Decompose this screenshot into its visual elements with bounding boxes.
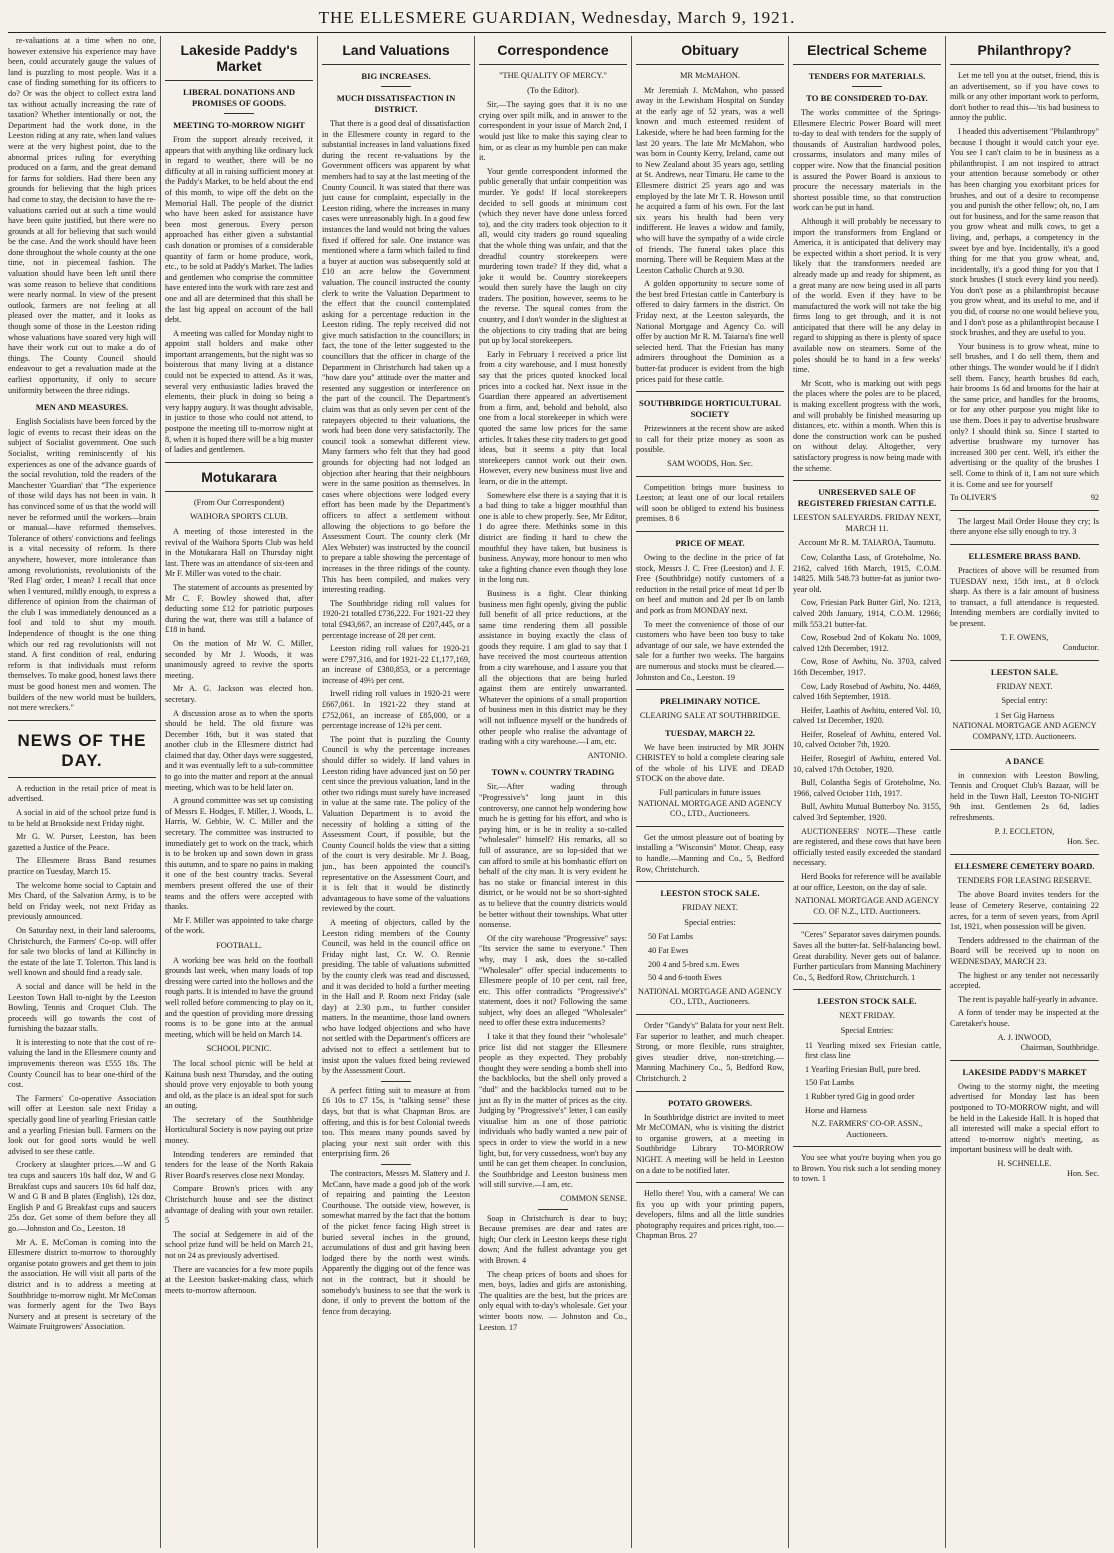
picnic-heading: SCHOOL PICNIC. [206, 1044, 272, 1054]
divider [950, 510, 1099, 511]
paragraph: Early in February I received a price list from a city warehouse, and I must honestly say that the prices quoted knocked local prices into a cocked hat. Next issue in the Guardian there appeared an advertisement from a firm, and, behold and behold, also one from a local storekeeper in which were quoted the same low prices for the same articles. It takes these city traders to get good ideas, but it seems a pity that local storekeepers cannot work out their own. However, every new business must live and learn, or die in the attempt. [479, 349, 628, 486]
col1-lead [8, 36, 156, 396]
column-4 [475, 36, 632, 1548]
to-editor: (To the Editor). [527, 85, 579, 95]
letter-2-text [479, 782, 627, 1191]
football-heading: FOOTBALL. [216, 940, 262, 950]
cemetery-text [950, 890, 1099, 1029]
paddys-notice-signature: H. SCHNELLE. [997, 1158, 1052, 1168]
paragraph: A meeting of those interested in the revival of the Waihora Sports Club was held in the Motukarara Hall on Thursday night last. There was an attendance of six-teen and Mr F. Miller was voted to the chair. [165, 527, 313, 579]
paragraph: Heifer, Laathis of Awhitu, entered Vol. 10, calved 1st December, 1920. [793, 705, 941, 726]
column-3 [318, 36, 475, 1548]
cemetery-sig-title: Chairman, Southbridge. [1020, 1043, 1099, 1053]
column-1 [4, 36, 161, 1548]
obituary-title: Obituary [681, 42, 739, 58]
paragraph: The Farmers' Co-operative Association will offer at Leeston sale next Friday a specially good line of yearling Friesian cattle and a yearling Friesian bull. Farmers on the look out for good sorts would be well advised to see these cattle. [8, 1093, 156, 1156]
brass-band-heading: ELLESMERE BRASS BAND. [968, 550, 1081, 561]
short-divider [224, 113, 254, 114]
friesian-auctioneers: NATIONAL MORTGAGE AND AGENCY CO. OF N.Z., LTD. Auctioneers. [794, 896, 940, 916]
paragraph: To meet the convenience of those of our customers who have been too busy to take advantage of our sale, we have extended the sale for a further two weeks. The bargains are numerous and stocks must be cleared.—Johnston and Co., Leeston. 19 [636, 619, 784, 682]
balata-ad: Order "Gandy's" Balata for your next Belt. Far superior to leather, and much cheaper. Strong, or more flexible, runs straighter, gives steadier drive, non-stretching.—Manning Machinery Co., 5, Bedford Row, Christchurch. 2 [636, 1020, 784, 1083]
letter-1-signature: ANTONIO. [587, 750, 627, 760]
land-valuations-sub: BIG INCREASES. [361, 71, 431, 81]
stock-sale-2-entries [793, 1041, 941, 1117]
divider [950, 1060, 1099, 1061]
paragraph: Let me tell you at the outset, friend, this is an advertisement, so if you have cows to milk or any other important work to perform, don't bother to read this—'tis bad business to annoy the public. [950, 71, 1099, 123]
paragraph: A meeting was called for Monday night to appoint stall holders and make other important arrangements, but the night was so boisterous that many living at a distance could not be expected to attend. As it was, several very enthusiastic ladies braved the elements, their pluck in doing so being a very happy augury. It was thought advisable, in justice to those who could not attend, to postpone the meeting till to-morrow night at 8, when it is hoped there will be a big muster of ladies and gentlemen. [165, 328, 313, 455]
stock-sale-entries [636, 932, 784, 983]
divider [793, 64, 941, 65]
paragraph: English Socialists have been forced by the logic of events to recast their ideas on the subject of Socialist government. One such Socialist, writing reminiscently of his experiences as one of the advance guards of the social revolution, told the readers of the Manchester 'Guardian' that "The experience of those wild days has not been in vain. It has convinced some of us that the world will never be reformed until the workers—brain or manual—have reformed themselves. Tolerance of others' convictions and feelings is a vital necessity of reform. Is there anywhere, however, more intolerance than among revolutionists, revolutionists of the 'Red Flag' order, I mean? I recall that once when I ventured, mildly enough, to express a difference of opinion from the chairman of the club I was immediately denounced as a fool and told to shut my mouth. Independence of thought is the one thing which our red rag revolutionists will not stand. A first condition of real, enduring reform is that individuals must reform themselves. To make good, honest laws there must be good honest men and women. The builders of the new world must be builders, not mere wreckers." [8, 417, 156, 713]
paragraph: 1 Rubber tyred Gig in good order [805, 1091, 915, 1101]
paragraph: Mr A. E. McComan is coming into the Ellesmere district to-morrow to thoroughly organise potato growers and get them to join the association. He will visit all parts of the district and is to address a meeting at Southbridge to-morrow night. Mr McComan was formerly agent for the Two Bays Nursery and at present is secretary of the Waimate Fruitgrowers' Association. [8, 1237, 156, 1332]
divider [165, 491, 313, 492]
land-valuations-text [322, 119, 470, 1077]
paragraph: 1 Yearling Friesian Bull, pure bred. [805, 1064, 921, 1074]
paragraph: A ground committee was set up consisting of Messrs E. Hodges, F. Miller, J. Woods, L. Harris, W. Gebbie, W. C. Miller and the secretary. The committee was instructed to immediately get to work on the track, which is to be broken up and sown down in grass this autumn, and to spare no pains in making it one of the best country tracks. Several members present offered the use of their teams and the offers were accepted with thanks. [165, 796, 313, 912]
stock-sale-heading: LEESTON STOCK SALE. [660, 888, 760, 899]
paragraph: A social and dance will be held in the Leeston Town Hall to-night by the Leeston Bowling, Tennis and Croquet Club. The proceeds will go towards the cost of furnishing the bazaar stalls. [8, 981, 156, 1034]
motukarara-title: Motukarara [201, 468, 277, 485]
paragraph: Bull, Awhitu Mutual Butterboy No. 3155, calved 3rd September, 1920. [793, 802, 941, 823]
paragraph: Mr A. G. Jackson was elected hon. secretary. [165, 684, 313, 704]
news-items [8, 784, 156, 1333]
separator-ad: "Ceres" Separator saves dairymen pounds. Saves all the butter-fat. Self-balancing bowl. Great durability. Never gets out of balance. Further particulars from Manning Machinery Co., 5, Bedford Row, Christchurch. 1 [793, 930, 941, 982]
short-divider [381, 1164, 411, 1165]
philanthropy-title: Philanthropy? [977, 42, 1072, 58]
clearing-sale-heading: CLEARING SALE AT SOUTHBRIDGE. [639, 711, 781, 721]
mail-order-note: The largest Mail Order House they cry; Is there anyone else silly enough to try. 3 [950, 516, 1099, 537]
electrical-sub: TENDERS FOR MATERIALS. [808, 71, 926, 81]
paragraph: Compare Brown's prices with any Christchurch house and see the distinct advantage of dealing with your own retailer. 5 [165, 1184, 313, 1226]
paragraph: On the motion of Mr W. C. Miller, seconded by Mr J. Woods, it was unanimously agreed to revive the sports meeting. [165, 638, 313, 680]
paragraph: 50 Fat Lambs [648, 932, 694, 942]
town-country-heading: TOWN v. COUNTRY TRADING [491, 767, 615, 778]
short-divider [538, 1209, 568, 1210]
stock-sale-2-day: NEXT FRIDAY. [839, 1011, 895, 1021]
paragraph: A golden opportunity to secure some of the best bred Friesian cattle in Canterbury is offered to dairy farmers in the district. On Friday next, at the Leeston saleyards, the National Mortgage and Agency Co. will offer by auction Mr R. M. Taiaroa's fine well selected herd. That the Friesian has many admirers throughout the Dominion as a butter-fat producer is evident from the high prices paid for these cattle. [636, 279, 784, 384]
divider [636, 531, 784, 532]
short-divider [381, 1081, 411, 1082]
paragraph: re-valuations at a time when no one, however extensive his experience may have been, could accurately gauge the values of land is puzzling to most people. Was it a case of finding something for its officers to do? Or was the object to collect extra land tax without actually increasing the rate of taxation? Whether intentionally or not, the Department had the work done, in the Leeston riding at any rate, when land values were at the very highest point, due to the abnormal prices ruling for everything produced on a farm, and the great demand for farms for soldiers. Had there been any grounds for believing that the high prices had come to stay, the decision to have the re-valuations carried out at such a time would have been quite justified, but there were no grounds at all for believing that such would be the case. And the work should have been done throughout the whole county at the one time, not in piecemeal fashion. The valuation should have been left until there was some reason to believe that conditions were nearly normal. In view of the present outlook, farmers are not feeling at all pleased over the matter, and it looks as though some of those in the Leeston riding whose valuations have soared very high will have their work cut out to make a do of things. The County Council should endeavour to get a revaluation made at the earliest opportunity, if only to secure uniformity between the three ridings. [8, 36, 156, 395]
divider [950, 749, 1099, 750]
stock-sale-special: Special entries: [684, 917, 736, 927]
clearing-auctioneers: NATIONAL MORTGAGE AND AGENCY CO., LTD., Auctioneers. [637, 798, 783, 819]
paragraph: Mr Jeremiah J. McMahon, who passed away in the Lewisham Hospital on Sunday at the early age of 52 years, was a well known and much esteemed resident of Lakeside, where he had been farming for the last 20 years. The late Mr McMahon, who was born in County Kerry, Ireland, came out to New Zealand about 35 years ago, settling at St. Andrews, near Timaru. He came to the Ellesmere district 25 years ago and was employed by the late Mr T. R. Howson until he acquired a farm of his own. For the last six years his health had been very indifferent. He leaves a widow and family, who will have the sympathy of a wide circle of friends. The funeral takes place this morning. There will be Requiem Mass at the Leeston Catholic Church at 9.30. [636, 85, 784, 275]
soap-ad: Soap in Christchurch is dear to buy; Because premises are dear and rates are high; Our clerk in Leeston keeps these right down; And the fullest advantage you get with Brown. 4 [479, 1213, 627, 1265]
divider [8, 720, 156, 721]
courthouse-note: The contractors, Messrs M. Slattery and J. McCann, have made a good job of the work of repairing and painting the Leeston Courthouse. The outside view, however, is somewhat marred by the fact that the bottom of the picket fence facing High street is buried several inches in the ground, accumulations of dust and grit having been lodged there by the north west winds. Apparently the digging out of the fence was not in the contract, but it should be somebody's business to see that the work is done, if only to prevent the bottom of the fence from decaying. [322, 1169, 470, 1316]
paragraph: 50 4 and 6-tooth Ewes [648, 973, 722, 983]
paragraph: Irwell riding roll values in 1920-21 were £667,061. In 1921-22 they stand at £752,061, an increase of £85,000, or a percentage increase of 12¾ per cent. [322, 689, 470, 731]
paragraph: There are vacancies for a few more pupils at the Leeston basket-making class, which meets to-morrow afternoon. [165, 1264, 313, 1295]
price-of-meat-text [636, 553, 784, 683]
clearing-date: TUESDAY, MARCH 22. [664, 727, 756, 738]
news-of-the-day-heading: NEWS OF THE DAY. [17, 730, 147, 770]
divider [793, 480, 941, 481]
paragraph: A discussion arose as to when the sports should be held. The old fixture was December 16th, but it was stated that another club in the Ellesmere district had claimed that day. Other days were suggested, and it was eventually left to a sub-committee to go into the matter and report at the annual meeting, which was to be held later on. [165, 708, 313, 792]
preliminary-notice: PRELIMINARY NOTICE. [659, 696, 761, 707]
paragraph: Leeston riding roll values for 1920-21 were £797,316, and for 1921-22 £1,177,169, an increase of £380,853, or a percentage increase of 49½ per cent. [322, 644, 470, 685]
paragraph: Tenders addressed to the chairman of the Board will be received up to noon on WEDNESDAY, MARCH 23. [950, 935, 1099, 966]
divider [636, 1091, 784, 1092]
cemetery-tenders: TENDERS FOR LEASING RESERVE. [957, 875, 1092, 885]
paragraph: It is interesting to note that the cost of re-valuing the land in the Ellesmere county and improvements thereon was £555 18s. The County Council has to bear one-third of the cost. [8, 1037, 156, 1090]
paragraph: Heifer, Roseleaf of Awhitu, entered Vol. 10, calved October 7th, 1920. [793, 729, 941, 750]
brass-band-signature: T. F. OWENS, [1000, 632, 1049, 642]
column-5 [632, 36, 789, 1548]
electrical-text [793, 108, 941, 474]
paragraph: From the support already received, it appears that with anything like ordinary luck in regard to weather, there will be no difficulty at all in raising sufficient money at the Paddy's Market, to be held about the end of this month, to wipe off the debt on the Memorial Hall. The people of the district who have been asked for assistance have been most generous. Every person approached has either given a substantial cash donation or promises of a considerable quantity of farm or home produce, work, etc., to be sold at Paddy's Market. The ladies and gentlemen who comprise the committee have entered into the work with rare zest and one and all are determined that this shall be the last big appeal on account of the hall debt. [165, 135, 313, 325]
paragraph: Business is a fight. Clear thinking business men fight openly, giving the public full benefit of all price reductions, at the same time rendering them all possible assistance in buying exactly the class of goods they require. I am glad to say that I have received the most courteous attention from a city warehouse, and I assure you that all the objections that are being hurled against them are entirely unwarranted. Whatever the opinions of a small proportion of business men in this district may be they will not influence myself or the hundreds of other people who realise the advantage of trading with a city warehouse.—I am, etc. [479, 588, 627, 747]
divider [479, 64, 627, 65]
paragraph: A meeting of objectors, called by the Leeston riding members of the County Council, was held in the council office on Friday night last, Cr. W. O. Rennie presiding. The table of valuations submitted by the county clerk was read and discussed, and it was decided to hold a further meeting in the Hall and P. Room next Friday (sale day) at 2.30 p.m., to further consider matters. In the meantime, those land owners who have lodged objections and who have not settled with the Department's officers are advised not to effect a settlement but to insist upon the values fixed being reviewed by the Assessment Court. [322, 917, 470, 1076]
friesian-account: Account Mr R. M. TAIAROA, Taumutu. [798, 538, 936, 548]
paragraph: 40 Fat Ewes [648, 946, 689, 955]
paragraph: On Saturday next, in their land salerooms, Christchurch, the Farmers' Co-op. will offer for sale two blocks of land at Killinchy in the estate of the late T. Tolerton. This land is well known and should find a ready sale. [8, 925, 156, 978]
paragraph: Mr F. Miller was appointed to take charge of the work. [165, 915, 313, 936]
paragraph: The works committee of the Springs-Ellesmere Electric Power Board will meet to-day to deal with tenders for the supply of thousands of Australian hardwood poles, crossarms, insulators and many miles of copper wire. Now that the financial position is assured the Power Board is anxious to procure the necessary materials in the shortest possible time, so that construction work can be put in hand. [793, 108, 941, 213]
paragraph: The Ellesmere Brass Band resumes practice on Tuesday, March 15. [8, 856, 156, 876]
men-measures-text [8, 417, 156, 714]
brown-ad: You see what you're buying when you go to Brown. You risk such a lot sending money to town. 1 [793, 1153, 941, 1184]
clearing-particulars: Full particulars in future issues [659, 788, 761, 798]
paragraph: Owing to the decline in the price of fat stock, Messrs J. C. Free (Leeston) and J. F. Free (Southbridge) notify customers of a reduction in the retail price of meat 1d per lb on beef and mutton and 2d per lb on lamb and pork as from MONDAY next. [636, 552, 784, 615]
short-divider [852, 86, 882, 87]
divider [636, 476, 784, 477]
paragraph: I headed this advertisement "Philanthropy" because I thought it would catch your eye. You see I can't claim to be in business as a philanthropist. I am not inspired to attract your attention because somebody or other has been charging you exorbitant prices for brushes, and out of a desire to recompense you and punish the other fellow; oh, no, I am out for business, and for the same reason that you grow wheat and milk cows, to get a living, and, perhaps, a competency in the sweet bye and bye. Incidentally, it's a good thing for me that you grow wheat, and, incidentally, it's a good thing for you that I stock brushes (I stock every kind you need). You don't pose as a philanthropist because you grow wheat, and its useful to me, and if you did, of course no one would believe you, and I don't pose as a philanthropist because I stock brushes, and they are useful to you. [950, 126, 1099, 338]
auctioneers-note: AUCTIONEERS' NOTE—These cattle are registered, and these cows that have been officially tested easily exceeded the standard necessary. [793, 826, 941, 868]
column-2 [161, 36, 318, 1548]
paragraph: Bull, Colantha Segis of Groteholme, No. 1966, calved October 11th, 1917. [793, 778, 941, 798]
waihora-heading: WAIHORA SPORTS CLUB. [190, 512, 288, 522]
friesian-saleyards: LEESTON SALEYARDS. FRIDAY NEXT, MARCH 11. [793, 513, 941, 533]
paragraph: Sir,—The saying goes that it is no use crying over spilt milk, and in answer to the correspondent in your issue of March 2nd, I would just like to make this saying clear to him, or as clear as my humble pen can make it. [479, 100, 627, 163]
paragraph: Cow, Colantha Lass, of Groteholme, No. 2162, calved 16th March, 1915, C.O.M. 14825. Milk 548.73 butter-fat as junior two-year old. [793, 552, 941, 594]
paragraph: The secretary of the Southbridge Horticultural Society is now paying out prize money. [165, 1114, 313, 1146]
paragraph: A working bee was held on the football grounds last week, when many loads of top dressing were carted into the hollows and the rough parts. It is intended to have the ground well rolled before commencing to play on it, and the question of providing more dressing rooms is to be gone into at the annual meeting, which will be held on March 14. [165, 955, 314, 1039]
quality-of-mercy-heading: "THE QUALITY OF MERCY." [499, 71, 607, 80]
paddys-notice-sig-title: Hon. Sec. [1066, 1169, 1099, 1179]
potato-growers-heading: POTATO GROWERS. [667, 1097, 753, 1108]
divider [636, 689, 784, 690]
brass-band-title: Conductor. [1062, 643, 1099, 653]
horticultural-sig: SAM WOODS, Hon. Sec. [667, 459, 753, 468]
stock-sale-auctioneers: NATIONAL MORTGAGE AND AGENCY CO., LTD., Auctioneers. [637, 986, 783, 1007]
paddys-market-title: Lakeside Paddy's Market [180, 42, 298, 74]
letter-2-signature: COMMON SENSE. [560, 1193, 627, 1203]
paragraph: That there is a good deal of dissatisfaction in the Ellesmere county in regard to the substantial increases in land valuations fixed during the recent re-valuations by the Government officers was apparent by what members had to say at the last meeting of the County Council. It was stated that there was just cause for complaint, especially in the Leeston riding, where the increases in many cases were unreasonably high. In a good few instances the land would not bring the values fixed if offered for sale. One instance was mentioned where a farm which failed to find a buyer at auction was subsequently sold at £10 an acre below the Government valuation. The council instructed the county clerk to write the Valuation Department to the effect that the council contemplated asking for a percentage reduction in the Leeston riding. The reply received did not give much satisfaction to the councillors; in fact, the tone of the letter suggested to the councillors that the officer in charge of the Department in Christchurch had taken up a "how dare you" attitude over the matter and resented any suggestion or interference on the part of the council. The Department's claim was that as only seven per cent of the ratepayers objected to their valuations, the work had been done very satisfactorily. The council took a somewhat different view. Many farmers who felt that they had good grounds for objecting had not lodged an objection after hearing that their neighbours were in the same position as themselves. In cases where objections were lodged every effort has been made by the Department's officers to affect a settlement without allowing the objections to go before the Assessment Court. The county clerk (Mr Alex Webster) was instructed by the council to prepare a table showing the percentage of increases in the three ridings of the county. This has been compiled, and makes very interesting reading. [322, 119, 471, 595]
short-divider [381, 86, 411, 87]
divider [950, 544, 1099, 545]
paragraph: A social in aid of the school prize fund is to be held at Brookside next Friday night. [8, 808, 156, 828]
divider [950, 64, 1099, 65]
paragraph: Heifer, Rosegirl of Awhitu, entered Vol. 10, calved 17th October, 1920. [793, 754, 941, 774]
friesian-cattle-list [793, 553, 941, 824]
paragraph: 200 4 and 5-bred s.m. Ewes [648, 959, 740, 969]
paragraph: Somewhere else there is a saying that it is a bad thing to take a bigger mouthful than one is able to chew properly. See, Mr Editor, I do agree there. Methinks some in this district are finding it hard to chew the mouthful they have taken, but business is business. Anyway, more honour to men who take a fighting chance even though they lose in the long run. [479, 490, 627, 585]
paddys-market-sub2: MEETING TO-MORROW NIGHT [173, 120, 305, 130]
divider [636, 391, 784, 392]
paragraph: Although it will probably be necessary to import the transformers from England or America, it is anticipated that delivery may be expected within a short period. It is very likely that the transformers needed are already made up and ready for shipment, as a great many are now being used in all parts of the world. Even if they have to be manufactured the work will not take the big firms long to get through, and it is not anticipated that there will be any delay in regard to shipping as there is plenty of space available now on steamers. Some of the poles should be to hand in a few weeks' time. [793, 216, 941, 375]
divider [793, 923, 941, 924]
divider [636, 881, 784, 882]
camera-ad: Hello there! You, with a camera! We can fix you up with your printing papers, developers, films and all the little sundries photography requires and prices right, too.—Chapman Bros. 27 [636, 1189, 784, 1241]
olivers-name: To OLIVER'S [950, 493, 997, 503]
paragraph: The welcome home social to Captain and Mrs Chard, of the Salvation Army, is to be held on Friday week, not next Friday as previously announced. [8, 880, 156, 922]
paragraph: 11 Yearling mixed sex Friesian cattle, first class line [805, 1040, 941, 1061]
horticultural-heading: SOUTHBRIDGE HORTICULTURAL SOCIETY [639, 398, 781, 420]
leeston-sale-special: Special entry: [1001, 696, 1048, 706]
paragraph: Cow, Rosebud 2nd of Kokatu No. 1009, calved 12th December, 1912. [793, 633, 941, 653]
dance-heading: A DANCE [1005, 755, 1044, 766]
paragraph: The statement of accounts as presented by Mr C. F. Bowley showed that, after deducting some £12 for patriotic purposes during the war, there was still a balance of £18 in hand. [165, 582, 313, 635]
paddys-market-sub: LIBERAL DONATIONS AND PROMISES OF GOODS. [182, 87, 296, 108]
cemetery-heading: ELLESMERE CEMETERY BOARD. [954, 860, 1095, 871]
dance-signature: P. J. ECCLETON, [994, 826, 1055, 836]
electrical-sub2: TO BE CONSIDERED TO-DAY. [806, 93, 928, 103]
leeston-sale-day: FRIDAY NEXT. [996, 681, 1053, 691]
paddys-notice-heading: LAKESIDE PADDY'S MARKET [962, 1066, 1087, 1077]
divider [636, 1182, 784, 1183]
divider [165, 80, 313, 81]
friesian-sale-heading: UNRESERVED SALE OF REGISTERED FRIESIAN CATTLE. [797, 487, 937, 509]
picnic-text [165, 1059, 313, 1296]
dance-sig-title: Hon. Sec. [1066, 837, 1099, 847]
paragraph: The point that is puzzling the County Council is why the percentage increases should differ so widely. If land values in Leeston riding have advanced just on 50 per cent since the previous valuation, land in the other two ridings must surely have increased in value at the same rate. The policy of the Valuation Department is to avoid the necessity of holding a sitting of the Assessment Court, if possible, but the County Council holds the view that a sitting of the court is very desirable. Mr J. Boag, jun., has been appointed the council's representative on the Assessment Court, and it is felt that it would be distinctly advantageous to have some of the valuations reviewed by the court. [322, 734, 470, 914]
competition-note: Competition brings more business to Leeston; at least one of our local retailers will soon be obliged to extend his business premises. 8 6 [636, 482, 784, 524]
column-7 [946, 36, 1103, 1548]
paragraph: The local school picnic will be held at Kaituna bush next Thursday, and the outing should prove very enjoyable to both young and old, as the place is an ideal spot for such an outing. [165, 1058, 313, 1111]
olivers-number: 92 [1090, 493, 1099, 503]
waihora-text [165, 527, 313, 937]
paragraph: Sir,—After wading through "Progressive's" long jaunt in this controversy, one cannot help wondering how much he is getting for his effort, and who is paying him, or is he in reality a so-called "wholesaler" himself? His remarks, all so full of assurance, are so lop-sided that we can afford to smile at his bombastic effort on behalf of the city man. It is very evident he has no stake or financial interest in this district, or he would not be so short-sighted as to believe that the country districts would be better without their townships. What utter nonsense. [479, 782, 627, 930]
paragraph: A reduction in the retail price of meat is advertised. [8, 783, 156, 804]
paragraph: Crockery at slaughter prices.—W and G tea cups and saucers 10s half doz, W and G Breakfast cups and saucers 10s 6d half doz, W and G B and B plates (English), 12s doz, English P and G Breakfast cups and saucers 25s doz. Get some of them before they all go.—Johnston and Co., Leeston. 18 [8, 1160, 156, 1233]
stock-sale-2-heading: LEESTON STOCK SALE. [817, 996, 917, 1007]
divider [322, 64, 470, 65]
philanthropy-text [950, 71, 1099, 490]
masthead: THE ELLESMERE GUARDIAN, Wednesday, March 9, 1921. [318, 8, 796, 27]
leeston-sale-heading: LEESTON SALE. [990, 666, 1059, 677]
paragraph: Mr Scott, who is marking out with pegs the places where the poles are to be placed, is making excellent progress with the work, and will probably be finished measuring up distances, etc. within a month. When this is done the construction work can be pushed on without delay. Altogether, very satisfactory progress is now being made with the scheme. [793, 378, 941, 473]
obituary-name: MR McMAHON. [679, 71, 741, 80]
cemetery-signature: A. J. INWOOD, [997, 1032, 1052, 1042]
divider [636, 64, 784, 65]
paragraph: I take it that they found their "wholesale" price list did not stagger the Ellesmere people as they expected. They probably thought they were sending a bomb shell into the backblocks, but the shell only proved a "dud" and the backblocks turned out to be just as fly in the matter of prices as the city. Judging by "Progressive's" letter, I can easily visualise him as one of those patriotic individuals who badly wanted a new pair of specs in order to view the world in a new light, but, for very cussedness, won't buy any until he can get them cheaper. In conclusion, the Southbridge and Leeston business men will still survive.—I am, etc. [479, 1032, 627, 1190]
paragraph: Of the city warehouse "Progressive" says: "Its service the same to everyone." Then why, may I ask, does the so-called "Wholesaler" offer special inducements to Ellesmere people of 10 per cent, rail free, etc. This offer contradicts "Progressive's" statement, does it not? Following the same subject, why does an alleged "Wholesaler" need to offer these extra inducements? [479, 933, 627, 1028]
paragraph: Your gentle correspondent informed the public generally that unfair competition was murder. Ye gods! If local storekeepers decided to sell goods at minimum cost (which they never have done unless forced to), and the city traders took objection to it all, would city traders go round squealing that the whole thing was unfair, and that the dreadful country storekeepers were murdering town trade? If they did, what a joke it would be. Country storekeepers would then surely have the laugh on city traders. The position, however, seems to be the reverse. The squeal comes from the country, and I don't wonder in the slightest at the objections to city trading that are being put up by local storekeepers. [479, 166, 627, 346]
leeston-sale-auctioneers: NATIONAL MORTGAGE AND AGENCY COMPANY, LTD. Auctioneers. [952, 721, 1097, 742]
paragraph: 150 Fat Lambs [805, 1078, 855, 1088]
motukarara-corr: (From Our Correspondent) [193, 497, 285, 507]
price-of-meat-heading: PRICE OF MEAT. [675, 537, 745, 548]
paragraph: The rent is payable half-yearly in advance. [958, 994, 1098, 1004]
paragraph: Your business is to grow wheat, mine to sell brushes, and I do sell them, them and other things. The wonder would be if I didn't sell them. Fancy, hearth brushes 8d each, hair brooms 1s 6d and brooms for the hair at the same price, and handles for the brooms, or for any other purpose you might like to use them. Does it pay to advertise brushware only? I should think so. Since I started to advertise brushware my turnover has increased 300 per cent. Well, it's either the advertising or the quality of the brushes I sell. Come to think of it, I am not sure which it is. Come and see for yourself [950, 341, 1099, 489]
divider [793, 989, 941, 990]
potato-growers-text: In Southbridge district are invited to meet Mr McCOMAN, who is visiting the district to organise growers, at a meeting in Southbridge Library TO-MORROW NIGHT. A meeting will be held in Leeston on a date to be notified later. [636, 1112, 784, 1175]
motor-ad: Get the utmost pleasure out of boating by installing a "Wisconsin" Motor. Cheap, easy to handle.—Manning and Co., 5, Bedford Row, Christchurch. [636, 832, 784, 874]
paragraph: Cow, Friesian Park Butter Girl, No. 1213, calved 20th January, 1914, C.O.M. 12966; milk 553.21 butter-fat. [793, 598, 941, 629]
paragraph: The above Board invites tenders for the lease of Cemetery Reserve, containing 22 acres, for a term of seven years, from April 1st, 1921, when possession will be given. [950, 890, 1099, 932]
land-valuations-sub2: MUCH DISSATISFACTION IN DISTRICT. [336, 93, 456, 114]
divider [8, 777, 156, 778]
stock-sale-2-special: Special Entries: [840, 1025, 894, 1035]
brass-band-text: Practices of above will be resumed from TUESDAY next, 15th inst., at 8 o'clock sharp. As there is a fair amount of business to transact, a full attendance is requested. Intending members are cordially invited to be present. [950, 565, 1099, 628]
divider [636, 826, 784, 827]
paragraph: The Southbridge riding roll values for 1920-21 totalled £736,222. For 1921-22 they total £943,667, an increase of £207,445, or a percentage increase of 28 per cent. [322, 598, 470, 640]
paragraph: The social at Sedgemere in aid of the school prize fund will be held on March 21, not on 24 as previously advertised. [165, 1229, 313, 1260]
paddys-notice-text: Owing to the stormy night, the meeting advertised for Monday last has been postponed to TO-MORROW night, and will be held in the Lakeside Hall. It is hoped that all interested will make a special effort to attend to-morrow night's meeting, as important business will be dealt with. [950, 1081, 1099, 1155]
stock-sale-day: FRIDAY NEXT. [682, 903, 738, 913]
stock-sale-2-auctioneers: N.Z. FARMERS' CO-OP. ASSN., Auctioneers. [811, 1119, 923, 1139]
divider [950, 660, 1099, 661]
paragraph: The highest or any tender not necessarily accepted. [950, 970, 1099, 991]
paragraph: Horse and Harness [805, 1105, 867, 1115]
obituary-text [636, 86, 784, 386]
newspaper-columns [4, 36, 1110, 1548]
electrical-scheme-title: Electrical Scheme [807, 42, 927, 58]
divider [950, 854, 1099, 855]
clearing-text: We have been instructed by MR JOHN CHRISTEY to hold a complete clearing sale of the whole of his LIVE and DEAD STOCK on the above date. [636, 742, 784, 784]
correspondence-title: Correspondence [497, 42, 609, 58]
paragraph: A form of tender may be inspected at the Caretaker's house. [950, 1008, 1099, 1028]
football-text [165, 956, 313, 1041]
boots-ad: The cheap prices of boots and shoes for men, boys, ladies and girls are astonishing. The qualities are the best, but the prices are only equal with to-day's wholesale. Get your winter boots now. — Johnston and Co., Leeston. 17 [479, 1269, 627, 1332]
paddys-market-text [165, 135, 313, 456]
land-valuations-title: Land Valuations [342, 42, 450, 58]
paragraph: Mr G. W. Purser, Leeston, has been gazetted a Justice of the Peace. [8, 832, 156, 852]
paragraph: Cow, Lady Rosebud of Awhitu, No. 4469, calved 16th September, 1918. [793, 681, 941, 702]
herd-books-note: Herd Books for reference will be available at our office, Leeston, on the day of sale. [793, 872, 941, 892]
paragraph: Cow, Rose of Awhitu, No. 3703, calved 16th December, 1917. [793, 657, 941, 677]
divider [636, 1014, 784, 1015]
masthead-rule [8, 32, 1106, 33]
paragraph: Intending tenderers are reminded that tenders for the lease of the North Rakaia River Board's reserves close next Monday. [165, 1149, 313, 1180]
leeston-sale-entry: 1 Set Gig Harness [994, 710, 1055, 720]
column-6 [789, 36, 946, 1548]
olivers-line [950, 493, 1099, 504]
suit-ad: A perfect fitting suit to measure at from £6 10s to £7 15s, is "talking sense" these days, but that is what Chapman Bros. are offering, and this is for best Colonial tweeds too. This means many pounds saved by placing your next suit order with this enterprising firm. 26 [322, 1085, 470, 1159]
men-measures-heading: MEN AND MEASURES. [35, 402, 129, 413]
dance-text: in connexion with Leeston Bowling, Tennis and Croquet Club's Bazaar, will be held in the Town Hall, Leeston TO-NIGHT 9th inst. Gentlemen 2s 6d, ladies refreshments. [950, 770, 1099, 823]
divider [793, 1146, 941, 1147]
letter-1-text [479, 100, 627, 748]
horticultural-text: Prizewinners at the recent show are asked to call for their prize money as soon as possible. [636, 424, 784, 455]
divider [165, 462, 313, 463]
